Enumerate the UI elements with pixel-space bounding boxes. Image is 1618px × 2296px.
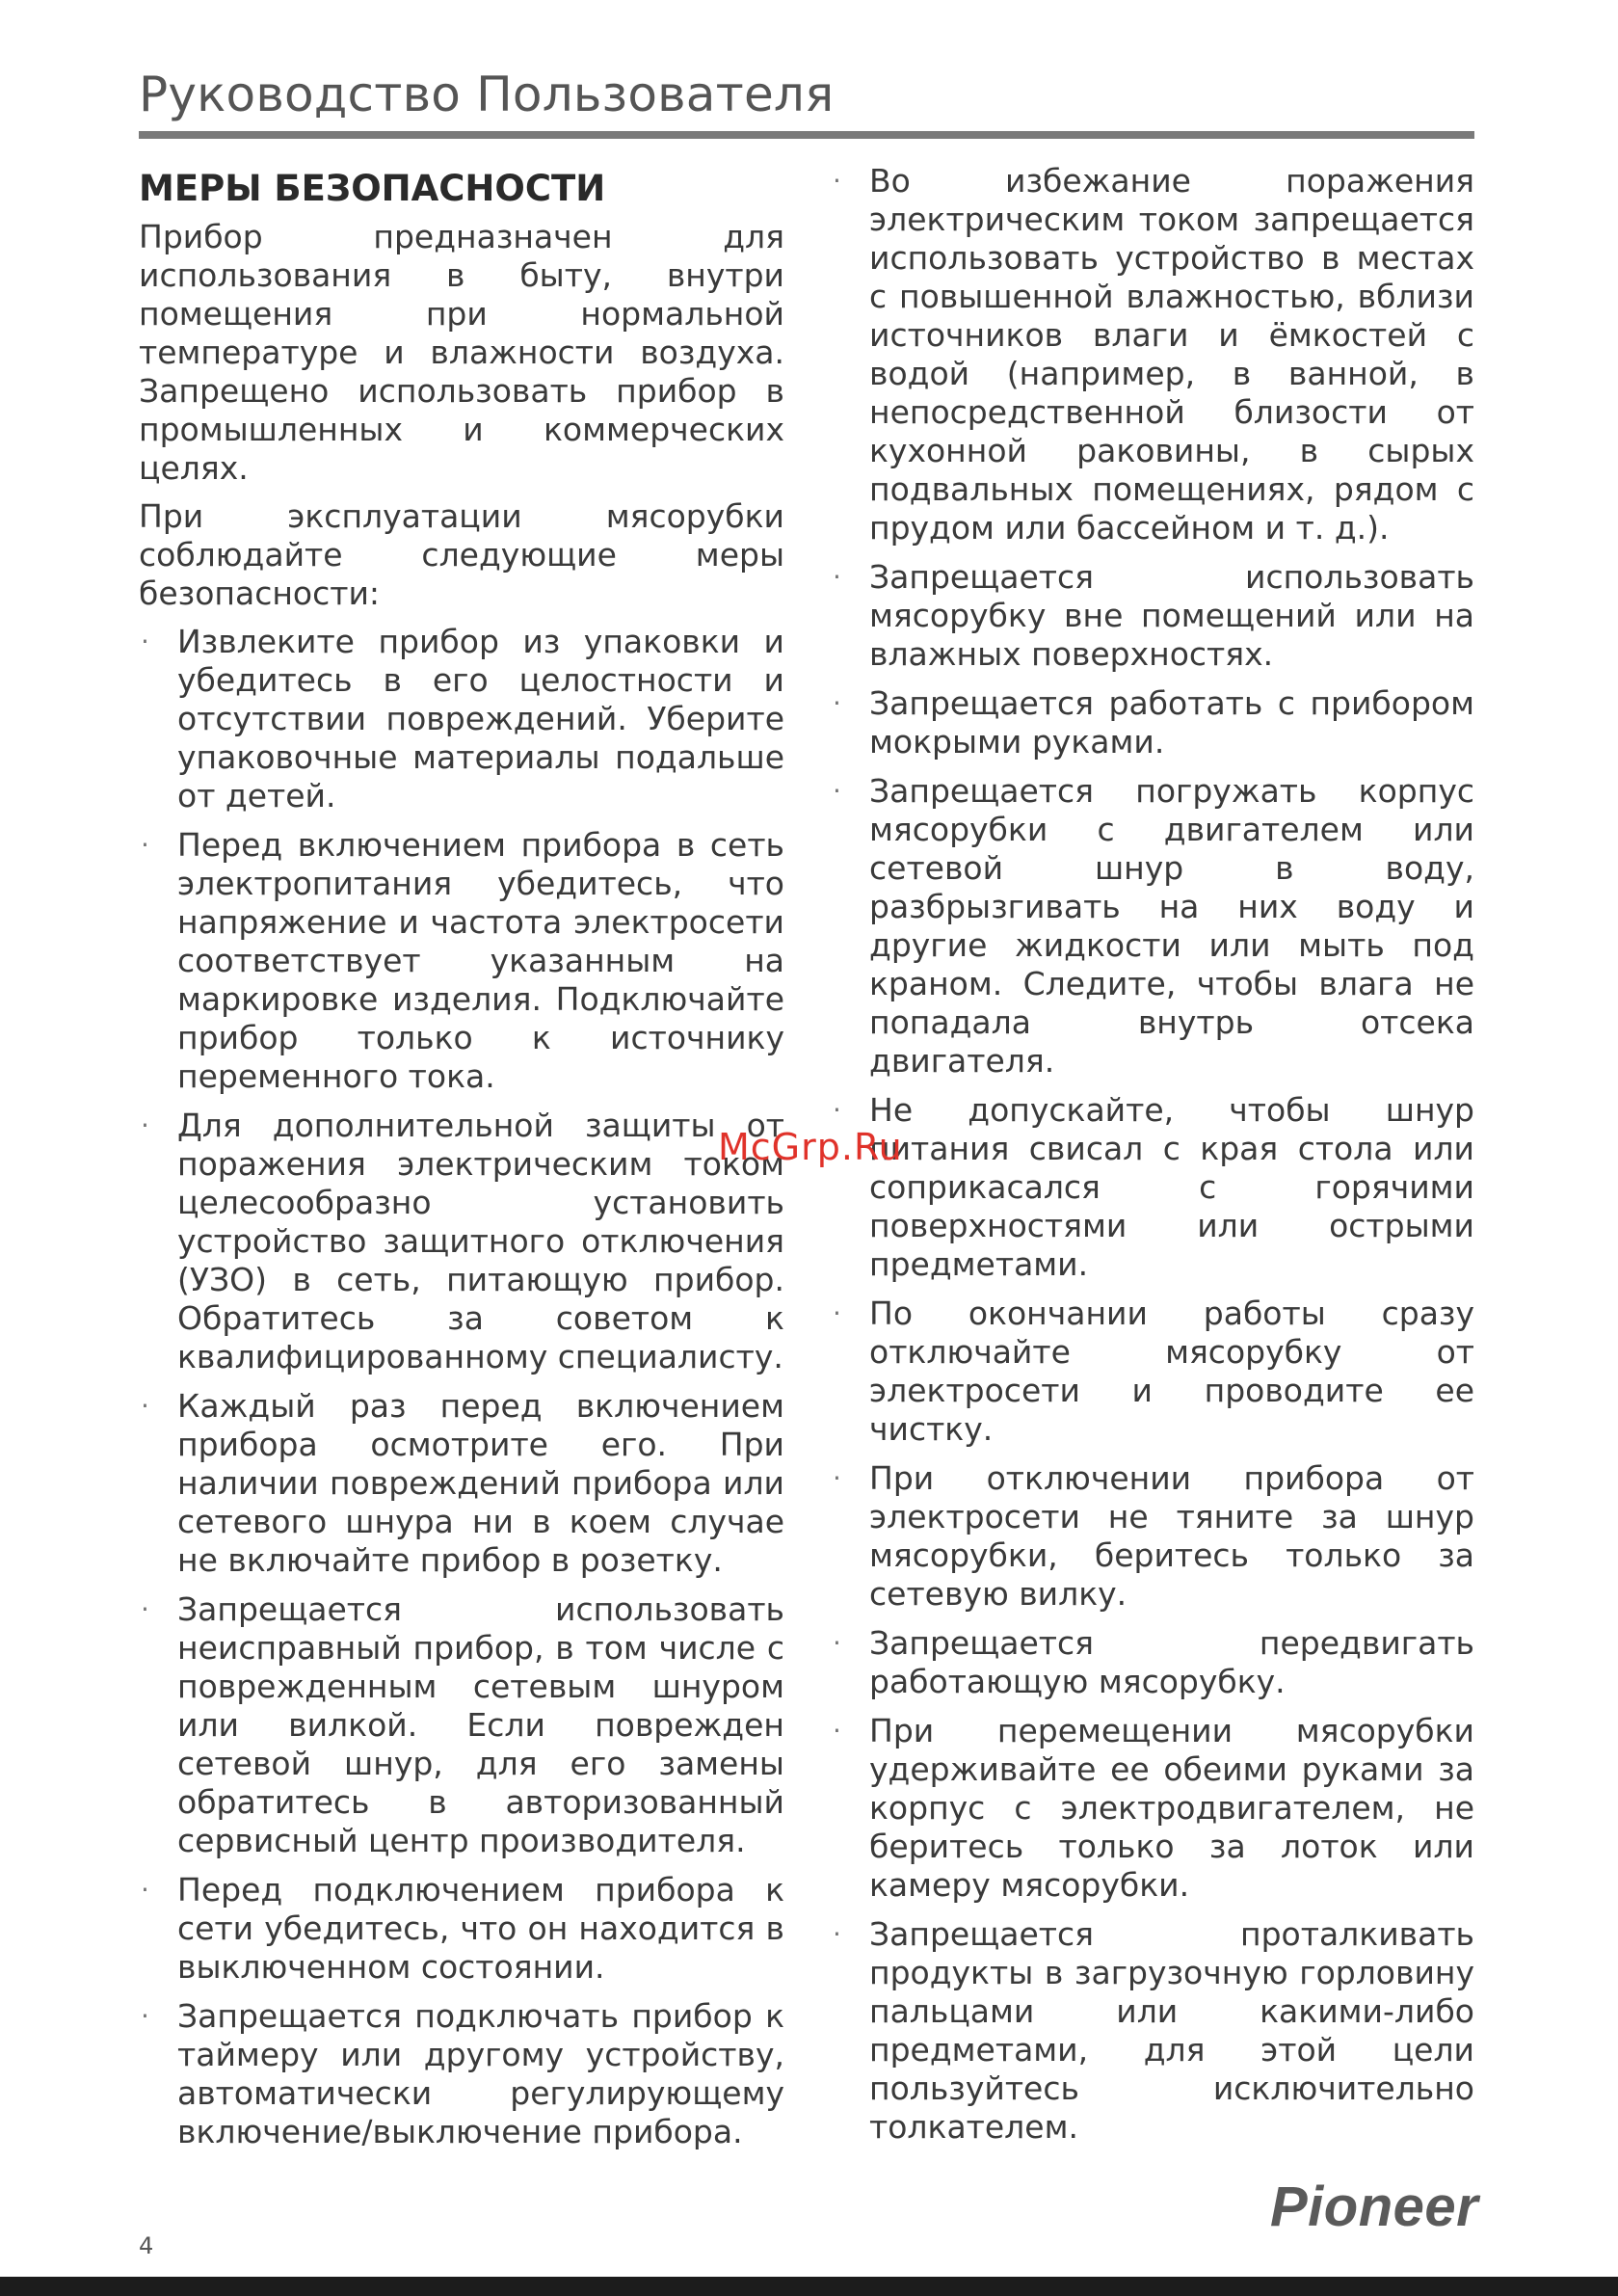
list-item-text: Перед включением прибора в сеть электропитания убедитесь, что напряжение и частота электросети соответствует указанным на маркировке изделия. Подключайте прибор только к источнику переменного тока. [177, 826, 784, 1095]
section-title: МЕРЫ БЕЗОПАСНОСТИ [139, 168, 606, 209]
list-item-text: Для дополнительной защиты от поражения электрическим током целесообразно установить устройство защитного отключения (УЗО) в сеть, питающую прибор. Обратитесь за советом к квалифицированному специалисту. [177, 1107, 784, 1375]
bullet-icon: · [141, 829, 149, 861]
bullet-icon: · [141, 2000, 149, 2032]
list-item-text: Запрещается использовать мясорубку вне помещений или на влажных поверхностях. [869, 558, 1474, 673]
list-item-text: При перемещении мясорубки удерживайте ее обеими руками за корпус с электродвигателем, не беритесь только за лоток или камеру мясорубки. [869, 1712, 1474, 1904]
list-item [139, 1590, 784, 1860]
list-item [139, 623, 784, 815]
list-item-text: Не допускайте, чтобы шнур питания свисал с края стола или соприкасался с горячими поверхностями или острыми предметами. [869, 1091, 1474, 1283]
bullet-icon: · [833, 687, 841, 719]
bullet-icon: · [141, 1109, 149, 1141]
list-item-text: Запрещается погружать корпус мясорубки с двигателем или сетевой шнур в воду, разбрызгивать на них воду и другие жидкости или мыть под краном. Следите, чтобы влага не попадала внутрь отсека двигателя. [869, 772, 1474, 1080]
safety-list-right [831, 162, 1474, 2147]
bullet-icon: · [833, 165, 841, 197]
right-column [831, 162, 1474, 2157]
list-item [831, 684, 1474, 761]
list-item [139, 1107, 784, 1376]
list-item [139, 1871, 784, 1987]
list-item-text: Запрещается работать с прибором мокрыми руками. [869, 684, 1474, 761]
list-item-text: Перед подключением прибора к сети убедитесь, что он находится в выключенном состоянии. [177, 1871, 784, 1986]
list-item-text: Запрещается подключать прибор к таймеру или другому устройству, автоматически регулирующему включение/выключение прибора. [177, 1997, 784, 2150]
bullet-icon: · [141, 626, 149, 657]
bullet-icon: · [833, 1715, 841, 1747]
page-header-title: Руководство Пользователя [139, 67, 835, 122]
list-item [831, 1624, 1474, 1701]
pioneer-logo: Pioneer [1270, 2176, 1479, 2238]
list-item-text: По окончании работы сразу отключайте мясорубку от электросети и проводите ее чистку. [869, 1295, 1474, 1448]
list-item [831, 1459, 1474, 1614]
safety-list-left [139, 623, 784, 2151]
list-item-text: Каждый раз перед включением прибора осмотрите его. При наличии повреждений прибора или сетевого шнура ни в коем случае не включайте прибор в розетку. [177, 1387, 784, 1579]
header-divider [139, 131, 1474, 139]
list-item [831, 162, 1474, 547]
list-item [831, 1295, 1474, 1449]
list-item-text: При отключении прибора от электросети не тяните за шнур мясорубки, беритесь только за сетевую вилку. [869, 1459, 1474, 1613]
watermark-text: McGrp.Ru [718, 1126, 903, 1168]
list-item-text: Во избежание поражения электрическим током запрещается использовать устройство в местах с повышенной влажностью, вблизи источников влаги и ёмкостей с водой (например, в ванной, в непосредственной близости от кухонной раковины, в сырых подвальных помещениях, рядом с прудом или бассейном и т. д.). [869, 162, 1474, 547]
page-number: 4 [139, 2232, 154, 2259]
list-item-text: Извлеките прибор из упаковки и убедитесь в его целостности и отсутствии повреждений. Уберите упаковочные материалы подальше от детей. [177, 623, 784, 814]
bullet-icon: · [141, 1593, 149, 1625]
list-item [831, 558, 1474, 674]
intro-paragraph: Прибор предназначен для использования в быту, внутри помещения при нормальной температуре и влажности воздуха. Запрещено использовать прибор в промышленных и коммерческих целях. [139, 218, 784, 487]
left-column [139, 162, 784, 2162]
list-item [139, 826, 784, 1096]
bullet-icon: · [833, 1297, 841, 1329]
bullet-icon: · [833, 561, 841, 593]
bullet-icon: · [141, 1874, 149, 1906]
bullet-icon: · [833, 1627, 841, 1659]
bullet-icon: · [833, 775, 841, 807]
list-item [831, 1091, 1474, 1284]
intro-paragraph: При эксплуатации мясорубки соблюдайте следующие меры безопасности: [139, 497, 784, 612]
list-item-text: Запрещается передвигать работающую мясорубку. [869, 1624, 1474, 1700]
list-item [831, 1712, 1474, 1905]
bullet-icon: · [833, 1094, 841, 1126]
bullet-icon: · [833, 1918, 841, 1950]
list-item [139, 1997, 784, 2151]
list-item [831, 1915, 1474, 2147]
bottom-edge-bar [0, 2277, 1618, 2296]
bullet-icon: · [833, 1462, 841, 1494]
list-item-text: Запрещается использовать неисправный прибор, в том числе с поврежденным сетевым шнуром или вилкой. Если поврежден сетевой шнур, для его замены обратитесь в авторизованный сервисный центр производителя. [177, 1590, 784, 1859]
list-item [139, 1387, 784, 1580]
bullet-icon: · [141, 1390, 149, 1422]
list-item [831, 772, 1474, 1081]
list-item-text: Запрещается проталкивать продукты в загрузочную горловину пальцами или какими-либо предметами, для этой цели пользуйтесь исключительно толкателем. [869, 1915, 1474, 2146]
